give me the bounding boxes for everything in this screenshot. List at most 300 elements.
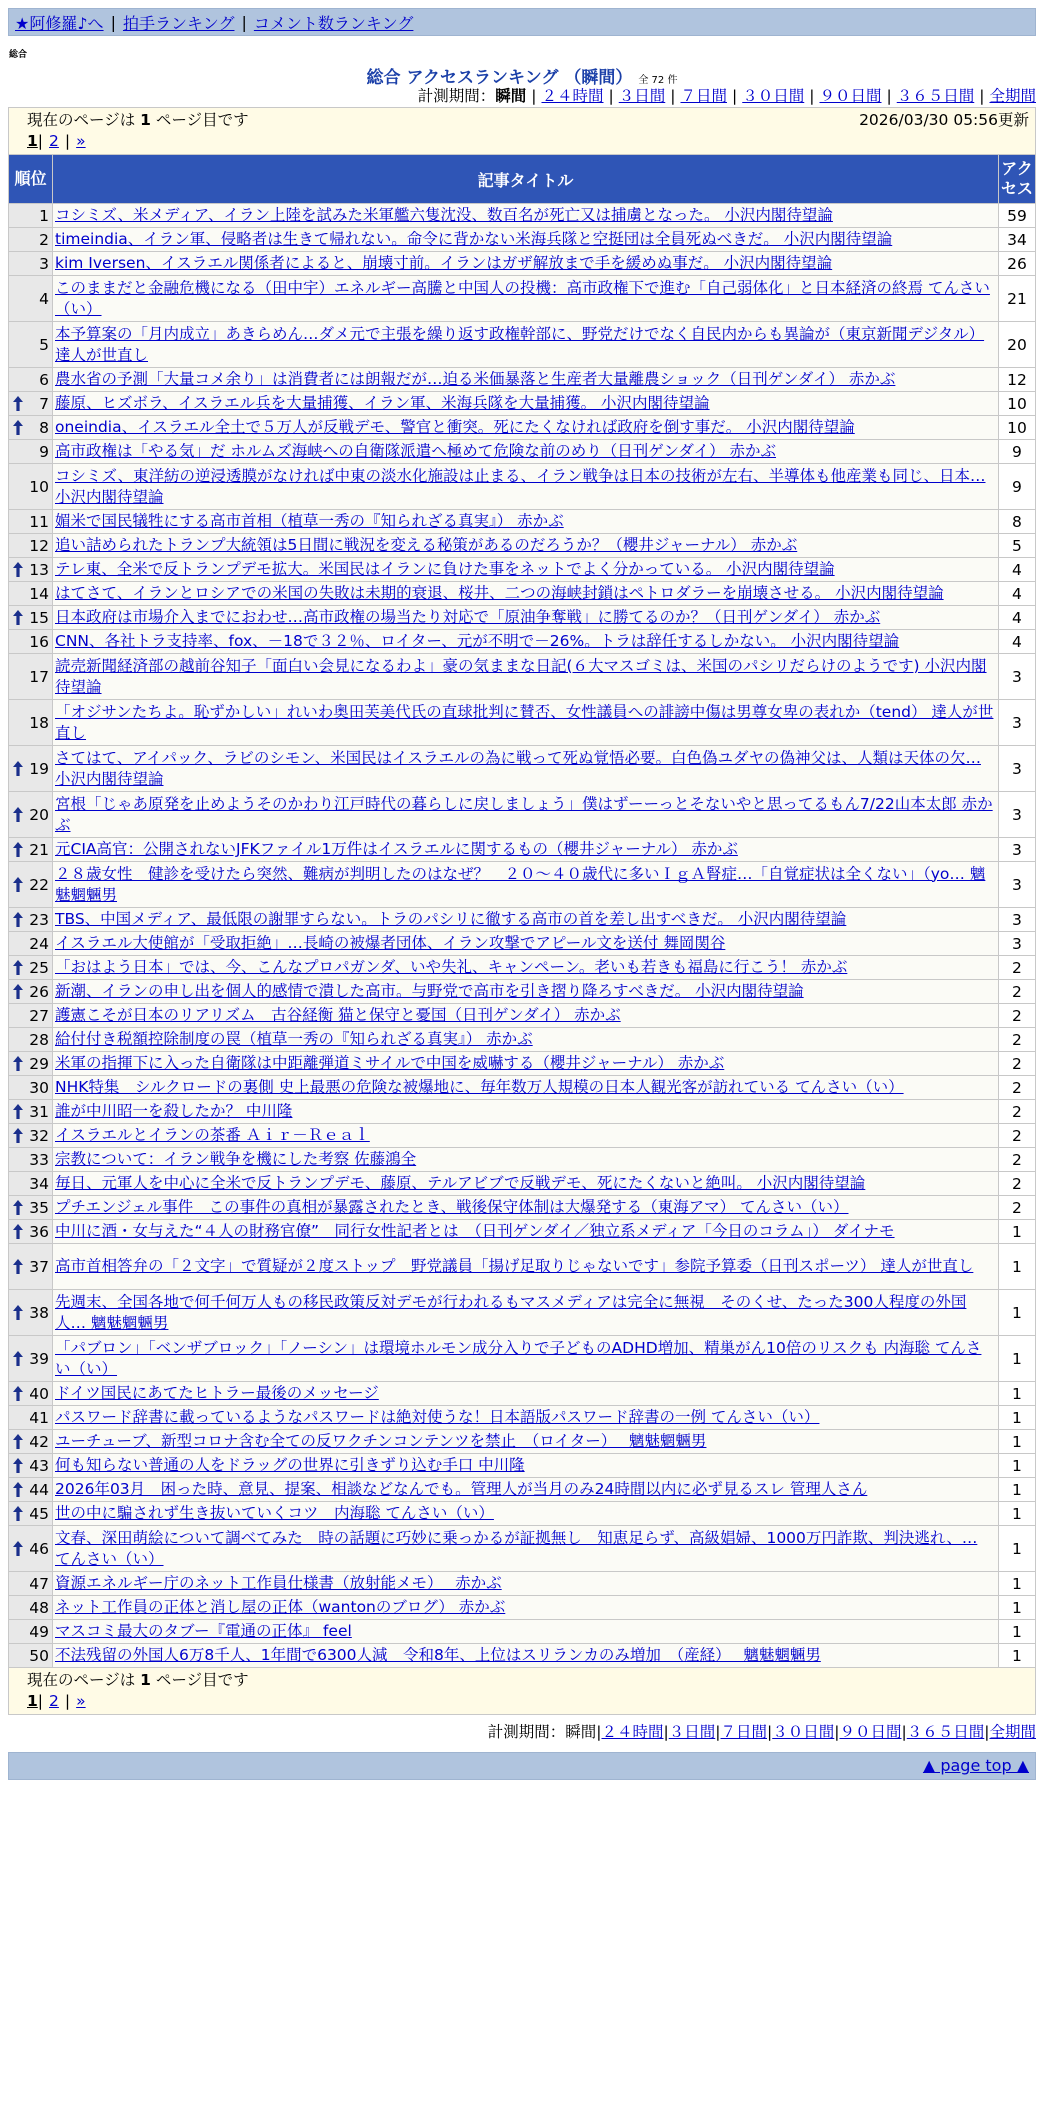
- title-cell: [53, 276, 999, 322]
- title-cell: [53, 654, 999, 700]
- title-cell: [53, 838, 999, 862]
- access-count: 59: [998, 204, 1035, 228]
- title-cell: [53, 746, 999, 792]
- rank-up-arrow-icon: [13, 877, 23, 892]
- article-title-link[interactable]: さてはて、アイパック、ラビのシモン、米国民はイスラエルの為に戦って死ぬ覚悟必要。白色偽ユダヤの偽神父は、人類は天体の欠… 小沢内閣待望論: [55, 748, 981, 788]
- access-count: 2: [998, 1100, 1035, 1124]
- rank-up-arrow-icon: [13, 807, 23, 822]
- article-title-link[interactable]: プチエンジェル事件 この事件の真相が暴露されたとき、戦後保守体制は大爆発する（東海アマ） てんさい（い）: [55, 1198, 849, 1216]
- rank-number: 4: [39, 289, 49, 308]
- access-count: 1: [998, 1430, 1035, 1454]
- title-cell: [53, 1148, 999, 1172]
- title-cell: [53, 908, 999, 932]
- table-row: [9, 1526, 1036, 1572]
- page-info-row-bottom: [9, 1668, 1036, 1715]
- access-header: アクセス: [998, 155, 1035, 204]
- rank-number: 15: [29, 608, 49, 627]
- article-title-link[interactable]: 追い詰められたトランプ大統領は5日間に戦況を変える秘策があるのだろうか？（櫻井ジャーナル） 赤かぶ: [55, 536, 798, 554]
- table-row: [9, 1052, 1036, 1076]
- rank-number: 36: [29, 1222, 49, 1241]
- article-title-link[interactable]: 2026年03月 困った時、意見、提案、相談などなんでも。管理人が当月のみ24時間以内に必ず見るスレ 管理人さん: [55, 1480, 868, 1498]
- period-option[interactable]: ９０日間: [819, 87, 882, 105]
- article-title-link[interactable]: 先週末、全国各地で何千何万人もの移民政策反対デモが行われるもマスメディアは完全に無視 そのくせ、たった300人程度の外国人… 魑魅魍魎男: [55, 1292, 967, 1332]
- rank-number: 5: [39, 335, 49, 354]
- rank-cell: [9, 1382, 53, 1406]
- rank-cell: [9, 1290, 53, 1336]
- rank-up-arrow-icon: [13, 761, 23, 776]
- rank-up-arrow-icon: [13, 1351, 23, 1366]
- access-count: 1: [998, 1620, 1035, 1644]
- title-cell: [53, 1644, 999, 1668]
- access-count: 1: [998, 1382, 1035, 1406]
- table-row: [9, 908, 1036, 932]
- access-count: 3: [998, 932, 1035, 956]
- article-title-link[interactable]: 文春、深田萌絵について調べてみた 時の話題に巧妙に乗っかるが証拠無し 知恵足らず、高級娼婦、1000万円詐欺、判決逃れ、… てんさい（い）: [55, 1528, 978, 1568]
- access-count: 4: [998, 606, 1035, 630]
- article-title-link[interactable]: イスラエル大使館が「受取拒絶」…長崎の被爆者団体、イラン攻撃でアピール文を送付 舞岡関谷: [55, 934, 726, 952]
- period-selector: [8, 85, 1036, 107]
- rank-up-arrow-icon: [13, 1305, 23, 1320]
- access-count: 9: [998, 440, 1035, 464]
- article-title-link[interactable]: CNN、各社トラ支持率、fox、－18で３２％、ロイター、元が不明で－26%。トラは辞任するしかない。 小沢内閣待望論: [55, 632, 900, 650]
- period-option[interactable]: ７日間: [680, 87, 727, 105]
- table-row: [9, 746, 1036, 792]
- access-count: 2: [998, 1052, 1035, 1076]
- rank-cell: [9, 510, 53, 534]
- rank-number: 10: [29, 477, 49, 496]
- rank-number: 13: [29, 560, 49, 579]
- article-title-link[interactable]: TBS、中国メディア、最低限の謝罪すらない。トラのパシリに徹する高市の首を差し出すべきだ。 小沢内閣待望論: [55, 910, 847, 928]
- rank-up-arrow-icon: [13, 1259, 23, 1274]
- page-link[interactable]: 2: [49, 132, 59, 150]
- rank-number: 1: [39, 206, 49, 225]
- comment-ranking-link[interactable]: コメント数ランキング: [253, 13, 414, 33]
- rank-cell: [9, 1596, 53, 1620]
- title-cell: [53, 630, 999, 654]
- nav-separator: |: [241, 12, 247, 32]
- rank-cell: [9, 1526, 53, 1572]
- period-label: 計測期間：: [487, 1723, 566, 1741]
- rank-number: 32: [29, 1126, 49, 1145]
- clap-ranking-link[interactable]: 拍手ランキング: [122, 13, 235, 33]
- access-count: 2: [998, 980, 1035, 1004]
- rank-number: 44: [29, 1480, 49, 1499]
- rank-number: 8: [39, 418, 49, 437]
- table-row: [9, 322, 1036, 368]
- title-cell: [53, 1028, 999, 1052]
- table-row: [9, 1148, 1036, 1172]
- access-count: 5: [998, 534, 1035, 558]
- rank-number: 29: [29, 1054, 49, 1073]
- rank-up-arrow-icon: [13, 1506, 23, 1521]
- category-label: 総合: [9, 50, 28, 60]
- rank-cell: [9, 368, 53, 392]
- access-count: 3: [998, 654, 1035, 700]
- title-cell: [53, 1454, 999, 1478]
- article-title-link[interactable]: 世の中に騙されず生き抜いていくコツ 内海聡 てんさい（い）: [55, 1504, 494, 1522]
- rank-up-arrow-icon: [13, 984, 23, 999]
- rank-number: 46: [29, 1539, 49, 1558]
- title-cell: [53, 1172, 999, 1196]
- article-title-link[interactable]: 何も知らない普通の人をドラッグの世界に引きずり込む手口 中川隆: [55, 1456, 525, 1474]
- access-count: 10: [998, 392, 1035, 416]
- rank-cell: [9, 276, 53, 322]
- title-cell: [53, 204, 999, 228]
- period-separator: |: [608, 87, 614, 105]
- rank-number: 40: [29, 1384, 49, 1403]
- rank-number: 35: [29, 1198, 49, 1217]
- article-title-link[interactable]: 「おはよう日本」では、今、こんなプロパガンダ、いや失礼、キャンペーン。老いも若きも福島に行こう！ 赤かぶ: [55, 958, 848, 976]
- article-title-link[interactable]: ネット工作員の正体と消し屋の正体（wantonのブログ） 赤かぶ: [55, 1598, 506, 1616]
- table-row: [9, 1244, 1036, 1290]
- table-row: [9, 464, 1036, 510]
- article-title-link[interactable]: timeindia、イラン軍、侵略者は生きて帰れない。命令に背かない米海兵隊と空挺団は全員死ぬべきだ。 小沢内閣待望論: [55, 230, 893, 248]
- rank-cell: [9, 1220, 53, 1244]
- rank-cell: [9, 1052, 53, 1076]
- table-row: [9, 1076, 1036, 1100]
- rank-up-arrow-icon: [13, 420, 23, 435]
- table-row: [9, 252, 1036, 276]
- rank-number: 49: [29, 1622, 49, 1641]
- access-count: 4: [998, 558, 1035, 582]
- rank-number: 17: [29, 667, 49, 686]
- access-count: 1: [998, 1406, 1035, 1430]
- rank-number: 23: [29, 910, 49, 929]
- table-row: [9, 700, 1036, 746]
- ranking-table: [8, 107, 1036, 1715]
- period-separator: |: [596, 1723, 602, 1741]
- access-count: 1: [998, 1290, 1035, 1336]
- rank-up-arrow-icon: [13, 396, 23, 411]
- access-count: 1: [998, 1244, 1035, 1290]
- current-page: 1: [27, 1692, 38, 1710]
- title-cell: [53, 1196, 999, 1220]
- article-title-link[interactable]: はてさて、イランとロシアでの米国の失敗は未期的衰退、桜井、二つの海峡封鎖はペトロダラーを崩壊させる。 小沢内閣待望論: [55, 584, 944, 602]
- period-option[interactable]: ３０日間: [772, 1723, 835, 1741]
- title-cell: [53, 956, 999, 980]
- rank-cell: [9, 582, 53, 606]
- article-title-link[interactable]: 新潮、イランの申し出を個人的感情で潰した高市。与野党で高市を引き摺り降ろすべきだ。 小沢内閣待望論: [55, 982, 804, 1000]
- title-cell: [53, 1336, 999, 1382]
- page-link[interactable]: 2: [49, 1692, 59, 1710]
- rank-cell: [9, 956, 53, 980]
- updated-timestamp: 2026/03/30 05:56更新: [859, 111, 1029, 129]
- table-row: [9, 1004, 1036, 1028]
- footer-bar: [8, 1752, 1036, 1780]
- article-title-link[interactable]: 不法残留の外国人6万8千人、1年間で6300人減 令和8年、上位はスリランカのみ増加 （産経） 魑魅魍魎男: [55, 1646, 821, 1664]
- rank-number: 43: [29, 1456, 49, 1475]
- article-title-link[interactable]: 日本政府は市場介入までにおわせ…高市政権の場当たり対応で「原油争奪戦」に勝てるのか？（日刊ゲンダイ） 赤かぶ: [55, 608, 881, 626]
- rank-up-arrow-icon: [13, 912, 23, 927]
- access-count: 2: [998, 1124, 1035, 1148]
- article-title-link[interactable]: kim Iversen、イスラエル関係者によると、崩壊寸前。イランはガザ解放まで手を緩めぬ事だ。 小沢内閣待望論: [55, 254, 833, 272]
- access-count: 3: [998, 792, 1035, 838]
- access-count: 3: [998, 908, 1035, 932]
- article-title-link[interactable]: 誰が中川昭一を殺したか？ 中川隆: [55, 1102, 293, 1120]
- current-page: 1: [27, 132, 38, 150]
- rank-cell: [9, 630, 53, 654]
- article-title-link[interactable]: 「オジサンたちよ。恥ずかしい」れいわ奥田芙美代氏の直球批判に賛否、女性議員への誹謗中傷は男尊女卑の表れか（tend） 達人が世直し: [55, 702, 994, 742]
- access-count: 2: [998, 1172, 1035, 1196]
- rank-cell: [9, 1028, 53, 1052]
- page-top-link[interactable]: ▲ page top ▲: [922, 1756, 1029, 1775]
- title-cell: [53, 700, 999, 746]
- table-row: [9, 440, 1036, 464]
- period-separator: |: [732, 87, 738, 105]
- rank-cell: [9, 392, 53, 416]
- table-row: [9, 558, 1036, 582]
- access-count: 1: [998, 1478, 1035, 1502]
- title-cell: [53, 1526, 999, 1572]
- title-cell: [53, 980, 999, 1004]
- rank-cell: [9, 606, 53, 630]
- article-title-link[interactable]: テレ東、全米で反トランプデモ拡大。米国民はイランに負けた事をネットでよく分かっている。 小沢内閣待望論: [55, 560, 835, 578]
- title-cell: [53, 582, 999, 606]
- access-count: 1: [998, 1644, 1035, 1668]
- rank-cell: [9, 534, 53, 558]
- article-title-link[interactable]: 本予算案の「月内成立」あきらめん…ダメ元で主張を繰り返す政権幹部に、野党だけでなく自民内からも異論が（東京新聞デジタル） 達人が世直し: [55, 324, 985, 364]
- title-cell: [53, 510, 999, 534]
- table-row: [9, 1336, 1036, 1382]
- period-option[interactable]: ３日間: [618, 87, 666, 105]
- article-title-link[interactable]: パスワード辞書に載っているようなパスワードは絶対使うな！日本語版パスワード辞書の一例 てんさい（い）: [55, 1408, 820, 1426]
- article-title-link[interactable]: ２８歳女性 健診を受けたら突然、難病が判明したのはなぜ？ ２０～４０歳代に多いＩｇＡ腎症…「自覚症状は全くない」（yo… 魑魅魍魎男: [55, 864, 986, 904]
- article-title-link[interactable]: イスラエルとイランの茶番 Ａｉｒ－Ｒｅａｌ: [55, 1126, 370, 1144]
- article-title-link[interactable]: ドイツ国民にあてたヒトラー最後のメッセージ: [55, 1384, 379, 1402]
- rank-number: 12: [29, 536, 49, 555]
- period-option[interactable]: ３日間: [668, 1723, 716, 1741]
- rank-number: 50: [29, 1646, 49, 1665]
- period-option[interactable]: 全期間: [989, 1723, 1036, 1741]
- article-title-link[interactable]: NHK特集 シルクロードの裏側 史上最悪の危険な被爆地に、毎年数万人規模の日本人観光客が訪れている てんさい（い）: [55, 1078, 904, 1096]
- article-title-link[interactable]: 宮根「じゃあ原発を止めようそのかわり江戸時代の暮らしに戻しましょう」僕はずーーっとそないやと思ってるもん7/22山本太郎 赤かぶ: [55, 794, 993, 834]
- access-count: 21: [998, 276, 1035, 322]
- period-option[interactable]: ３６５日間: [906, 1723, 985, 1741]
- title-cell: [53, 558, 999, 582]
- access-count: 3: [998, 700, 1035, 746]
- rank-cell: [9, 1196, 53, 1220]
- page-link[interactable]: »: [76, 132, 86, 150]
- table-row: [9, 980, 1036, 1004]
- rank-cell: [9, 1644, 53, 1668]
- article-title-link[interactable]: 給付付き税額控除制度の罠（植草一秀の『知られざる真実』） 赤かぶ: [55, 1030, 533, 1048]
- article-title-link[interactable]: 米軍の指揮下に入った自衛隊は中距離弾道ミサイルで中国を威嚇する（櫻井ジャーナル） 赤かぶ: [55, 1054, 725, 1072]
- access-count: 1: [998, 1502, 1035, 1526]
- article-title-link[interactable]: 宗教について：イラン戦争を機にした考察 佐藤鴻全: [55, 1150, 417, 1168]
- title-cell: [53, 1620, 999, 1644]
- rank-cell: [9, 416, 53, 440]
- period-option[interactable]: ２４時間: [541, 87, 604, 105]
- rank-number: 41: [29, 1408, 49, 1427]
- article-title-link[interactable]: 中川に酒・女与えた“４人の財務官僚” 同行女性記者とは （日刊ゲンダイ／独立系メディア「今日のコラム」） ダイナモ: [55, 1222, 895, 1240]
- ranking-rows: [9, 204, 1036, 1668]
- rank-cell: [9, 440, 53, 464]
- table-row: [9, 1644, 1036, 1668]
- table-row: [9, 838, 1036, 862]
- article-title-link[interactable]: コシミズ、東洋紡の逆浸透膜がなければ中東の淡水化施設は止まる、イラン戦争は日本の技術が左右、半導体も他産業も同じ、日本… 小沢内閣待望論: [55, 466, 986, 506]
- table-row: [9, 956, 1036, 980]
- rank-number: 22: [29, 875, 49, 894]
- rank-up-arrow-icon: [13, 1434, 23, 1449]
- table-row: [9, 606, 1036, 630]
- page-separator: |: [37, 132, 44, 150]
- rank-cell: [9, 464, 53, 510]
- rank-number: 33: [29, 1150, 49, 1169]
- period-option[interactable]: 全期間: [989, 87, 1036, 105]
- table-row: [9, 1502, 1036, 1526]
- access-count: 2: [998, 1196, 1035, 1220]
- rank-cell: [9, 1572, 53, 1596]
- rank-cell: [9, 1478, 53, 1502]
- nav-separator: |: [110, 12, 116, 32]
- period-separator: |: [979, 87, 985, 105]
- period-separator: |: [767, 1723, 773, 1741]
- rank-number: 3: [39, 254, 49, 273]
- table-row: [9, 1572, 1036, 1596]
- page-info-suffix: ページ目です: [155, 111, 249, 129]
- period-separator: |: [531, 87, 537, 105]
- rank-number: 24: [29, 934, 49, 953]
- page-link[interactable]: »: [76, 1692, 86, 1710]
- rank-cell: [9, 700, 53, 746]
- rank-number: 26: [29, 982, 49, 1001]
- article-title-link[interactable]: このままだと金融危機になる（田中宇）エネルギー高騰と中国人の投機：高市政権下で進む「自己弱体化」と日本経済の終焉 てんさい（い）: [55, 278, 990, 318]
- article-title-link[interactable]: 元CIA高官：公開されないJFKファイル1万件はイスラエルに関するもの（櫻井ジャーナル） 赤かぶ: [55, 840, 738, 858]
- table-row: [9, 1454, 1036, 1478]
- rank-cell: [9, 1004, 53, 1028]
- rank-number: 30: [29, 1078, 49, 1097]
- rank-number: 42: [29, 1432, 49, 1451]
- rank-number: 11: [29, 512, 49, 531]
- period-separator: |: [901, 1723, 907, 1741]
- period-selector-bottom: [8, 1721, 1036, 1743]
- period-option[interactable]: ２４時間: [601, 1723, 664, 1741]
- home-link[interactable]: ★阿修羅♪へ: [15, 13, 104, 33]
- page-separator: |: [64, 132, 71, 150]
- title-cell: [53, 1406, 999, 1430]
- access-count: 1: [998, 1526, 1035, 1572]
- rank-cell: [9, 838, 53, 862]
- rank-number: 25: [29, 958, 49, 977]
- period-separator: |: [663, 1723, 669, 1741]
- rank-cell: [9, 1502, 53, 1526]
- access-count: 2: [998, 956, 1035, 980]
- rank-cell: [9, 1336, 53, 1382]
- article-title-link[interactable]: 藤原、ヒズボラ、イスラエル兵を大量捕獲、イラン軍、米海兵隊を大量捕獲。 小沢内閣待望論: [55, 394, 710, 412]
- table-row: [9, 1100, 1036, 1124]
- article-title-link[interactable]: 高市首相答弁の「２文字」で質疑が２度ストップ 野党議員「揚げ足取りじゃないです」参院予算委（日刊スポーツ） 達人が世直し: [55, 1257, 974, 1275]
- rank-up-arrow-icon: [13, 1200, 23, 1215]
- table-row: [9, 392, 1036, 416]
- access-count: 10: [998, 416, 1035, 440]
- table-row: [9, 510, 1036, 534]
- rank-number: 28: [29, 1030, 49, 1049]
- table-row: [9, 416, 1036, 440]
- period-separator: |: [809, 87, 815, 105]
- access-count: 1: [998, 1454, 1035, 1478]
- access-count: 20: [998, 322, 1035, 368]
- period-separator: |: [886, 87, 892, 105]
- period-option[interactable]: ３０日間: [742, 87, 805, 105]
- title-cell: [53, 228, 999, 252]
- access-count: 1: [998, 1336, 1035, 1382]
- table-row: [9, 862, 1036, 908]
- rank-up-arrow-icon: [13, 960, 23, 975]
- table-row: [9, 1124, 1036, 1148]
- period-option[interactable]: ７日間: [720, 1723, 767, 1741]
- title-cell: [53, 534, 999, 558]
- article-title-link[interactable]: 「パブロン」「ベンザブロック」「ノーシン」は環境ホルモン成分入りで子どものADHD増加、精巣がん10倍のリスクも 内海聡 てんさい（い）: [55, 1338, 982, 1378]
- rank-number: 39: [29, 1349, 49, 1368]
- article-title-link[interactable]: 農水省の予測「大量コメ余り」は消費者には朗報だが…迫る米価暴落と生産者大量離農ショック（日刊ゲンダイ） 赤かぶ: [55, 370, 896, 388]
- table-row: [9, 582, 1036, 606]
- table-row: [9, 368, 1036, 392]
- rank-number: 6: [39, 370, 49, 389]
- table-row: [9, 1406, 1036, 1430]
- title-cell: [53, 416, 999, 440]
- table-row: [9, 276, 1036, 322]
- rank-up-arrow-icon: [13, 562, 23, 577]
- table-row: [9, 932, 1036, 956]
- article-title-link[interactable]: oneindia、イスラエル全土で５万人が反戦デモ、警官と衝突。死にたくなければ政府を倒す事だ。 小沢内閣待望論: [55, 418, 855, 436]
- period-separator: |: [715, 1723, 721, 1741]
- article-title-link[interactable]: 資源エネルギー庁のネット工作員仕様書（放射能メモ） 赤かぶ: [55, 1574, 502, 1592]
- access-count: 34: [998, 228, 1035, 252]
- page-info-prefix: 現在のページは: [27, 111, 136, 129]
- period-option: 瞬間: [565, 1723, 597, 1741]
- rank-header: 順位: [9, 155, 53, 204]
- rank-cell: [9, 322, 53, 368]
- rank-number: 21: [29, 840, 49, 859]
- access-count: 4: [998, 630, 1035, 654]
- table-row: [9, 228, 1036, 252]
- rank-cell: [9, 862, 53, 908]
- article-title-link[interactable]: マスコミ最大のタブー『電通の正体』 feel: [55, 1622, 352, 1640]
- access-count: 3: [998, 746, 1035, 792]
- article-title-link[interactable]: ユーチューブ、新型コロナ含む全ての反ワクチンコンテンツを禁止 （ロイター） 魑魅魍魎男: [55, 1432, 707, 1450]
- article-title-link[interactable]: 高市政権は「やる気」だ ホルムズ海峡への自衛隊派遣へ極めて危険な前のめり（日刊ゲンダイ） 赤かぶ: [55, 442, 776, 460]
- title-cell: [53, 1052, 999, 1076]
- table-row: [9, 1382, 1036, 1406]
- table-row: [9, 654, 1036, 700]
- rank-number: 34: [29, 1174, 49, 1193]
- title-cell: [53, 1004, 999, 1028]
- title-cell: [53, 932, 999, 956]
- period-option[interactable]: ３６５日間: [896, 87, 975, 105]
- rank-number: 27: [29, 1006, 49, 1025]
- title-cell: [53, 1382, 999, 1406]
- title-cell: [53, 392, 999, 416]
- pagination: [27, 130, 1017, 152]
- title-cell: [53, 792, 999, 838]
- article-title-link[interactable]: 毎日、元軍人を中心に全米で反トランプデモ、藤原、テルアビブで反戦デモ、死にたくないと絶叫。 小沢内閣待望論: [55, 1174, 866, 1192]
- article-title-link[interactable]: 媚米で国民犠牲にする高市首相（植草一秀の『知られざる真実』） 赤かぶ: [55, 512, 564, 530]
- title-cell: [53, 252, 999, 276]
- article-title-link[interactable]: 護憲こそが日本のリアリズム 古谷経衡 猫と保守と憂国（日刊ゲンダイ） 赤かぶ: [55, 1006, 621, 1024]
- period-option[interactable]: ９０日間: [839, 1723, 902, 1741]
- rank-up-arrow-icon: [13, 1541, 23, 1556]
- rank-cell: [9, 1406, 53, 1430]
- rank-cell: [9, 1172, 53, 1196]
- table-row: [9, 1478, 1036, 1502]
- article-title-link[interactable]: 読売新聞経済部の越前谷知子「面白い会見になるわよ」豪の気ままな日記(６大マスゴミは、米国のパシリだらけのようです) 小沢内閣待望論: [55, 656, 987, 696]
- rank-number: 19: [29, 759, 49, 778]
- article-title-link[interactable]: コシミズ、米メディア、イラン上陸を試みた米軍艦六隻沈没、数百名が死亡又は捕虜となった。 小沢内閣待望論: [55, 206, 833, 224]
- title-cell: [53, 440, 999, 464]
- title-cell: [53, 1430, 999, 1454]
- top-nav-bar: [8, 8, 1036, 36]
- page-info-prefix: 現在のページは: [27, 1671, 136, 1689]
